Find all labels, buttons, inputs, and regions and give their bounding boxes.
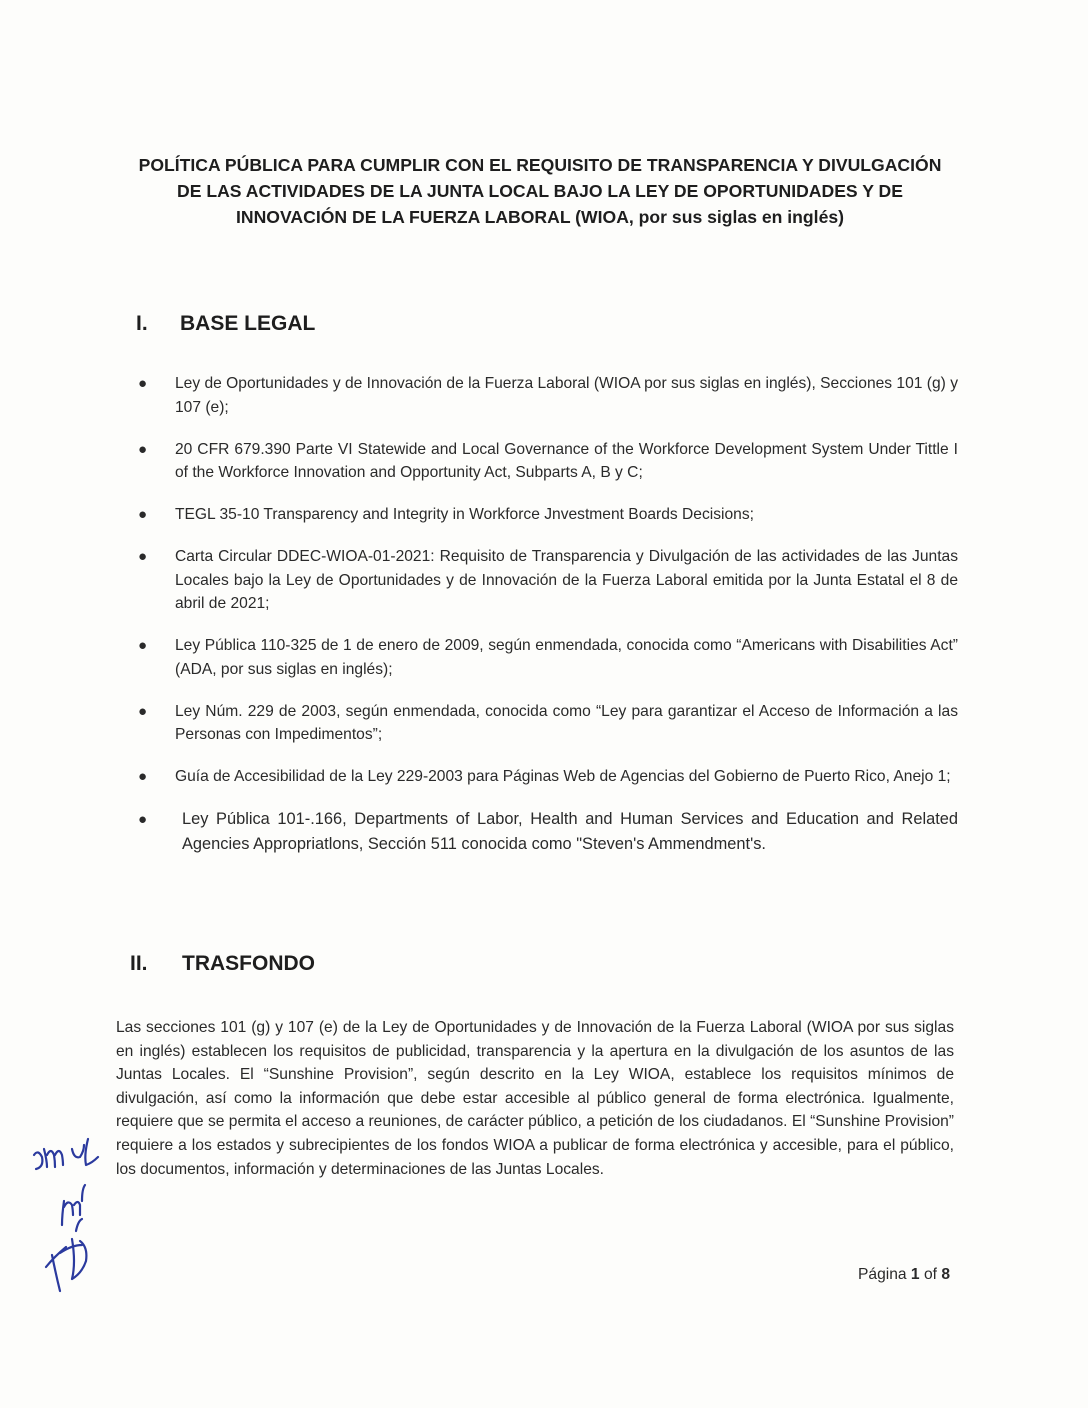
bullet-icon: ● [138, 440, 148, 458]
section-heading-base-legal [136, 312, 315, 336]
handwritten-initials-icon [22, 1135, 112, 1345]
bullet-icon: ● [138, 548, 148, 565]
section-title: BASE LEGAL [180, 312, 316, 335]
page-footer [858, 1266, 950, 1284]
title-line-3: INNOVACIÓN DE LA FUERZA LABORAL (WIOA, por sus siglas en inglés) [236, 207, 844, 227]
list-item: ● 20 CFR 679.390 Parte VI Statewide and Local Governance of the Workforce Development System Under Tittle I of the Workforce Innovation and Opportunity Act, Subparts A, B y C; [132, 438, 958, 485]
background-paragraph: Las secciones 101 (g) y 107 (e) de la Ley de Oportunidades y de Innovación de la Fuerza Laboral (WIOA por sus siglas en inglés) establecen los requisitos de publicidad, transparencia y la apertura en la divulgación de los asuntos de las Juntas Locales. El “Sunshine Provision”, según descrito en la Ley WIOA, establece los requisitos mínimos de divulgación, así como la información que debe estar accesible al público general de forma electrónica. Igualmente, requiere que se permita el acceso a reuniones, de carácter público, a petición de los ciudadanos. El “Sunshine Provision” requiere a los estados y subrecipientes de los fondos WIOA a publicar de forma electrónica y accesible, para el público, los documentos, información y determinaciones de las Juntas Locales. [116, 1019, 954, 1178]
section-title: TRASFONDO [182, 952, 315, 975]
footer-prefix: Página [858, 1266, 907, 1283]
list-item: ● Ley Pública 101-.166, Departments of Labor, Health and Human Services and Education and Related Agencies Appropriatlons, Sección 511 conocida como "Steven's Ammendment's. [132, 807, 958, 857]
bullet-icon: ● [138, 702, 148, 720]
list-item: ● Ley Núm. 229 de 2003, según enmendada, conocida como “Ley para garantizar el Acceso de Información a las Personas con Impedimentos”; [132, 700, 958, 747]
title-line-1: POLÍTICA PÚBLICA PARA CUMPLIR CON EL REQUISITO DE TRANSPARENCIA Y DIVULGACIÓN [138, 155, 942, 175]
section-heading-trasfondo [130, 952, 315, 976]
footer-total-pages: 8 [941, 1266, 950, 1283]
legal-basis-list [132, 372, 958, 876]
title-line-2: DE LAS ACTIVIDADES DE LA JUNTA LOCAL BAJO LA LEY DE OPORTUNIDADES Y DE [177, 181, 903, 201]
document-title [130, 152, 950, 230]
bullet-icon: ● [138, 637, 148, 654]
bullet-icon: ● [138, 811, 148, 828]
list-item: ● Guía de Accesibilidad de la Ley 229-2003 para Páginas Web de Agencias del Gobierno de Puerto Rico, Anejo 1; [132, 765, 958, 789]
footer-of: of [923, 1266, 937, 1283]
footer-page-number: 1 [910, 1266, 920, 1283]
list-item: ● Carta Circular DDEC-WIOA-01-2021: Requisito de Transparencia y Divulgación de las actividades de las Juntas Locales bajo la Ley de Oportunidades y de Innovación de la Fuerza Laboral emitida por la Junta Estatal el 8 de abril de 2021; [132, 545, 958, 616]
bullet-icon: ● [138, 506, 148, 523]
bullet-icon: ● [138, 375, 148, 392]
section-number: I. [136, 312, 148, 335]
list-item: ● Ley de Oportunidades y de Innovación de la Fuerza Laboral (WIOA por sus siglas en inglés), Secciones 101 (g) y 107 (e); [132, 372, 958, 419]
list-item: ● Ley Pública 110-325 de 1 de enero de 2009, según enmendada, conocida como “Americans with Disabilities Act” (ADA, por sus siglas en inglés); [132, 634, 958, 681]
bullet-icon: ● [138, 768, 148, 785]
section-number: II. [130, 952, 148, 975]
list-item: ● TEGL 35-10 Transparency and Integrity in Workforce Jnvestment Boards Decisions; [132, 503, 958, 527]
